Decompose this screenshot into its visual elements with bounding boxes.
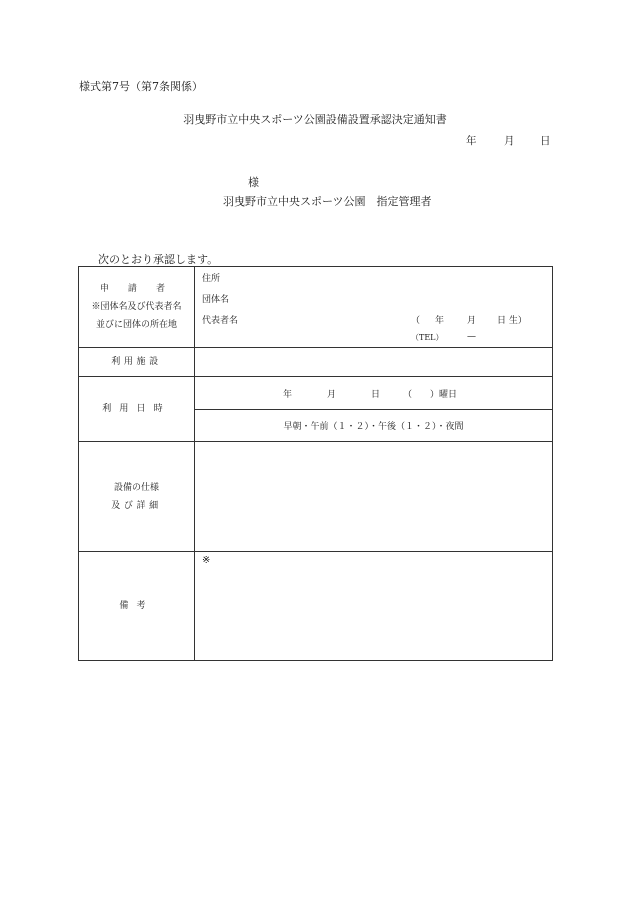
applicant-label-line3: 並びに団体の所在地: [95, 320, 177, 330]
birth-year: 年: [435, 316, 445, 326]
equipment-row: [79, 442, 553, 552]
tel-label: （TEL）: [411, 333, 444, 342]
equipment-field[interactable]: [195, 442, 553, 552]
remarks-row: [79, 552, 553, 661]
address-label: 住所: [202, 274, 221, 284]
datetime-date-field[interactable]: [195, 377, 553, 410]
form-number: 様式第7号（第7条関係）: [79, 80, 203, 93]
use-day: 日: [371, 390, 381, 400]
remarks-field[interactable]: [195, 552, 553, 661]
issue-date: [466, 133, 551, 148]
birth-day: 日 生）: [497, 316, 527, 326]
date-month: 月: [504, 135, 515, 147]
equipment-label-line2: 及び詳細: [111, 500, 162, 511]
applicant-row: [79, 267, 553, 348]
datetime-row: [79, 377, 553, 410]
applicant-label: [79, 267, 195, 348]
issuer: 羽曳野市立中央スポーツ公園 指定管理者: [223, 195, 432, 208]
applicant-label-line1: 申 請 者: [99, 284, 174, 294]
document-title: 羽曳野市立中央スポーツ公園設備設置承認決定通知書: [183, 113, 447, 126]
remarks-label: 備考: [79, 552, 195, 661]
use-weekday: （ ）曜日: [403, 390, 458, 400]
use-year: 年: [283, 390, 293, 400]
tel-dash: —: [467, 332, 476, 342]
facility-field[interactable]: [195, 348, 553, 377]
group-name-label: 団体名: [202, 295, 230, 305]
equipment-label: [79, 442, 195, 552]
addressee-suffix: 様: [248, 176, 259, 189]
applicant-fields[interactable]: [195, 267, 553, 348]
intro-text: 次のとおり承認します。: [98, 253, 219, 266]
period-options: 早朝・午前（１・２）・午後（１・２）・夜間: [283, 422, 464, 432]
equipment-label-line1: 設備の仕様: [113, 482, 159, 493]
datetime-label: 利用日時: [79, 377, 195, 442]
use-month: 月: [327, 390, 337, 400]
date-year: 年: [466, 135, 477, 147]
applicant-label-line2: ※団体名及び代表者名: [91, 302, 182, 312]
datetime-period-field[interactable]: [195, 410, 553, 442]
birth-open-paren: （: [411, 316, 421, 326]
representative-label: 代表者名: [202, 316, 239, 326]
approval-table: [78, 266, 553, 661]
facility-label: 利用施設: [79, 348, 195, 377]
birth-month: 月: [467, 316, 477, 326]
remarks-mark: ※: [202, 555, 211, 566]
date-day: 日: [540, 135, 551, 147]
facility-row: [79, 348, 553, 377]
